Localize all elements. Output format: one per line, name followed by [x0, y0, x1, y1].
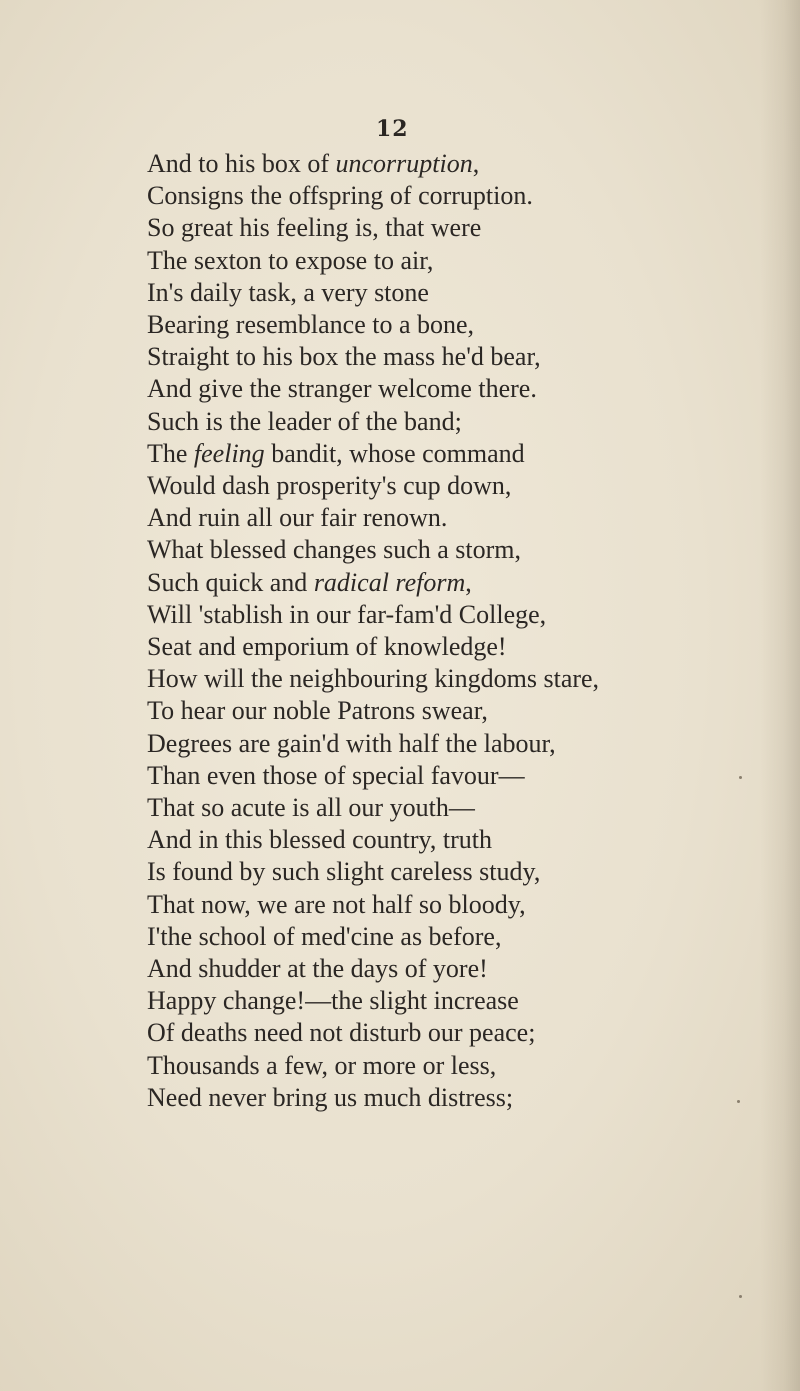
poem-line [147, 728, 767, 760]
line-text: What blessed changes such a storm, [147, 535, 522, 565]
poem-line [147, 406, 767, 438]
poem-line [147, 599, 767, 631]
paper-speck [739, 776, 742, 779]
line-text: I'the school of med'cine as before, [147, 921, 502, 951]
line-text: Straight to his box the mass he'd bear, [147, 342, 541, 372]
poem-line [147, 438, 767, 470]
line-text: The sexton to expose to air, [147, 245, 434, 275]
line-text: , [472, 149, 480, 178]
poem-line [147, 341, 767, 373]
poem-line [147, 663, 767, 695]
line-text: Is found by such slight careless study, [147, 857, 541, 887]
poem-line [147, 1017, 767, 1049]
poem-line [147, 180, 767, 212]
poem-line [147, 1050, 767, 1082]
poem-line [147, 373, 767, 405]
line-text: Need never bring us much distress; [147, 1082, 514, 1112]
line-text: To hear our noble Patrons swear, [147, 696, 488, 726]
line-text: The [147, 438, 194, 468]
line-text: Than even those of special favour— [147, 760, 525, 790]
poem-line [147, 534, 767, 566]
line-text: And shudder at the days of yore! [147, 954, 488, 984]
paper-speck [737, 1100, 740, 1103]
poem-text [147, 148, 767, 1114]
poem-line [147, 470, 767, 502]
poem-line [147, 760, 767, 792]
poem-line [147, 695, 767, 727]
line-text: Of deaths need not disturb our peace; [147, 1018, 536, 1048]
line-text: Happy change!—the slight increase [147, 986, 519, 1016]
line-text: And give the stranger welcome there. [147, 374, 537, 404]
poem-line [147, 953, 767, 985]
italic-text: feeling [193, 438, 265, 468]
line-text: Would dash prosperity's cup down, [147, 471, 512, 501]
line-text: Degrees are gain'd with half the labour, [147, 728, 556, 758]
line-text: That now, we are not half so bloody, [147, 889, 526, 919]
line-text: Will 'stablish in our far-fam'd College, [147, 599, 547, 629]
poem-line [147, 985, 767, 1017]
italic-text: uncorruption [335, 149, 473, 178]
poem-line [147, 631, 767, 663]
line-text: , [465, 567, 472, 597]
poem-line [147, 309, 767, 341]
line-text: Seat and emporium of knowledge! [147, 632, 507, 662]
line-text: In's daily task, a very stone [147, 277, 429, 307]
line-text: Consigns the offspring of corruption. [147, 181, 533, 211]
poem-line [147, 889, 767, 921]
poem-line [147, 148, 767, 180]
poem-line [147, 856, 767, 888]
poem-line [147, 567, 767, 599]
line-text: Bearing resemblance to a bone, [147, 310, 475, 340]
poem-line [147, 245, 767, 277]
poem-line [147, 792, 767, 824]
line-text: So great his feeling is, that were [147, 213, 482, 243]
poem-line [147, 212, 767, 244]
line-text: And to his box of [147, 149, 336, 178]
poem-line [147, 921, 767, 953]
line-text: That so acute is all our youth— [147, 793, 475, 823]
poem-line [147, 502, 767, 534]
page-number: 12 [376, 116, 409, 142]
line-text: Such quick and [147, 567, 314, 597]
poem-line [147, 1082, 767, 1114]
italic-text: radical reform [313, 567, 466, 597]
line-text: And in this blessed country, truth [147, 825, 492, 855]
line-text: bandit, whose command [264, 438, 525, 468]
line-text: And ruin all our fair renown. [147, 503, 448, 533]
line-text: Such is the leader of the band; [147, 406, 462, 436]
paper-speck [739, 1295, 742, 1298]
line-text: Thousands a few, or more or less, [147, 1050, 497, 1080]
poem-line [147, 824, 767, 856]
poem-line [147, 277, 767, 309]
line-text: How will the neighbouring kingdoms stare, [147, 664, 600, 694]
